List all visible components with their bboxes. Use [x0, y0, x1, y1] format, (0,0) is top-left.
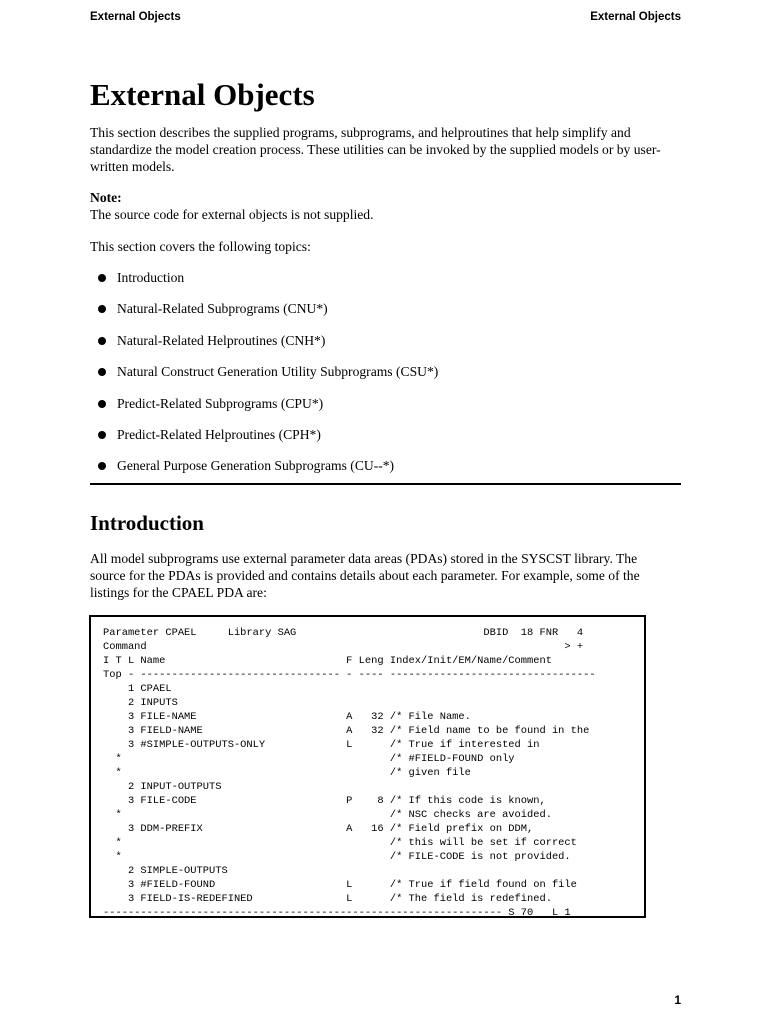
topic-link[interactable]: General Purpose Generation Subprograms (CU--*) — [117, 458, 395, 474]
screen-line: Top - -------------------------------- - ---- --------------------------------- — [103, 669, 596, 681]
bullet-icon — [98, 274, 106, 282]
topic-link[interactable]: Predict-Related Helproutines (CPH*) — [117, 426, 321, 442]
topic-link[interactable]: Natural-Related Helproutines (CNH*) — [117, 332, 326, 348]
running-header-left: External Objects — [90, 11, 181, 23]
list-item[interactable] — [90, 425, 438, 456]
screen-line: 1 CPAEL — [103, 683, 172, 695]
section-heading: Introduction — [90, 511, 204, 535]
note-label: Note: — [90, 190, 122, 205]
screen-line: ---------------------------------------------------------------- S 70 L 1 — [103, 907, 571, 919]
list-item[interactable] — [90, 394, 438, 425]
note-block — [90, 189, 670, 223]
list-item[interactable] — [90, 362, 438, 393]
screen-line: 2 SIMPLE-OUTPUTS — [103, 865, 228, 877]
screen-line: 2 INPUTS — [103, 697, 178, 709]
screen-line: * /* FILE-CODE is not provided. — [103, 851, 571, 863]
bullet-icon — [98, 462, 106, 470]
screen-line: 3 FILE-CODE P 8 /* If this code is known, — [103, 795, 546, 807]
topic-link[interactable]: Natural-Related Subprograms (CNU*) — [117, 301, 328, 317]
screen-line: Parameter CPAEL Library SAG DBID 18 FNR 4 — [103, 627, 584, 639]
running-header-right: External Objects — [590, 11, 681, 23]
bullet-icon — [98, 368, 106, 376]
pda-listing-screen — [89, 615, 646, 918]
topic-link[interactable]: Introduction — [117, 270, 185, 285]
bullet-icon — [98, 305, 106, 313]
screen-line: 3 DDM-PREFIX A 16 /* Field prefix on DDM, — [103, 823, 534, 835]
list-item[interactable] — [90, 299, 438, 330]
screen-line: * /* NSC checks are avoided. — [103, 809, 552, 821]
page-title: External Objects — [90, 77, 315, 112]
topics-list — [90, 268, 438, 488]
list-item[interactable] — [90, 331, 438, 362]
section-paragraph: All model subprograms use external parameter data areas (PDAs) stored in the SYSCST library. The source for the PDAs is provided and contains details about each parameter. For example, some of the listings for the CPAEL PDA are: — [90, 551, 640, 600]
bullet-icon — [98, 431, 106, 439]
screen-line: * /* this will be set if correct — [103, 837, 577, 849]
topic-link[interactable]: Natural Construct Generation Utility Subprograms (CSU*) — [117, 364, 439, 380]
intro-paragraph: This section describes the supplied programs, subprograms, and helproutines that help simplify and standardize the model creation process. These utilities can be invoked by the supplied models or by user-written models. — [90, 125, 661, 174]
bullet-icon — [98, 337, 106, 345]
section-divider — [90, 483, 681, 485]
list-item[interactable] — [90, 268, 438, 299]
screen-line: 2 INPUT-OUTPUTS — [103, 781, 222, 793]
screen-line: 3 #SIMPLE-OUTPUTS-ONLY L /* True if interested in — [103, 739, 540, 751]
screen-line: 3 FILE-NAME A 32 /* File Name. — [103, 711, 471, 723]
pda-listing-text — [103, 626, 596, 920]
topic-link[interactable]: Predict-Related Subprograms (CPU*) — [117, 395, 324, 411]
note-text: The source code for external objects is not supplied. — [90, 207, 374, 222]
screen-line: 3 FIELD-NAME A 32 /* Field name to be found in the — [103, 725, 590, 737]
page-number: 1 — [674, 993, 681, 1007]
screen-line: I T L Name F Leng Index/Init/EM/Name/Comment — [103, 655, 552, 667]
screen-line: * /* given file — [103, 767, 471, 779]
topics-intro: This section covers the following topics: — [90, 239, 311, 254]
bullet-icon — [98, 400, 106, 408]
screen-line: * /* #FIELD-FOUND only — [103, 753, 515, 765]
screen-line: 3 FIELD-IS-REDEFINED L /* The field is redefined. — [103, 893, 552, 905]
screen-line: Command > + — [103, 641, 584, 653]
screen-line: 3 #FIELD-FOUND L /* True if field found on file — [103, 879, 577, 891]
